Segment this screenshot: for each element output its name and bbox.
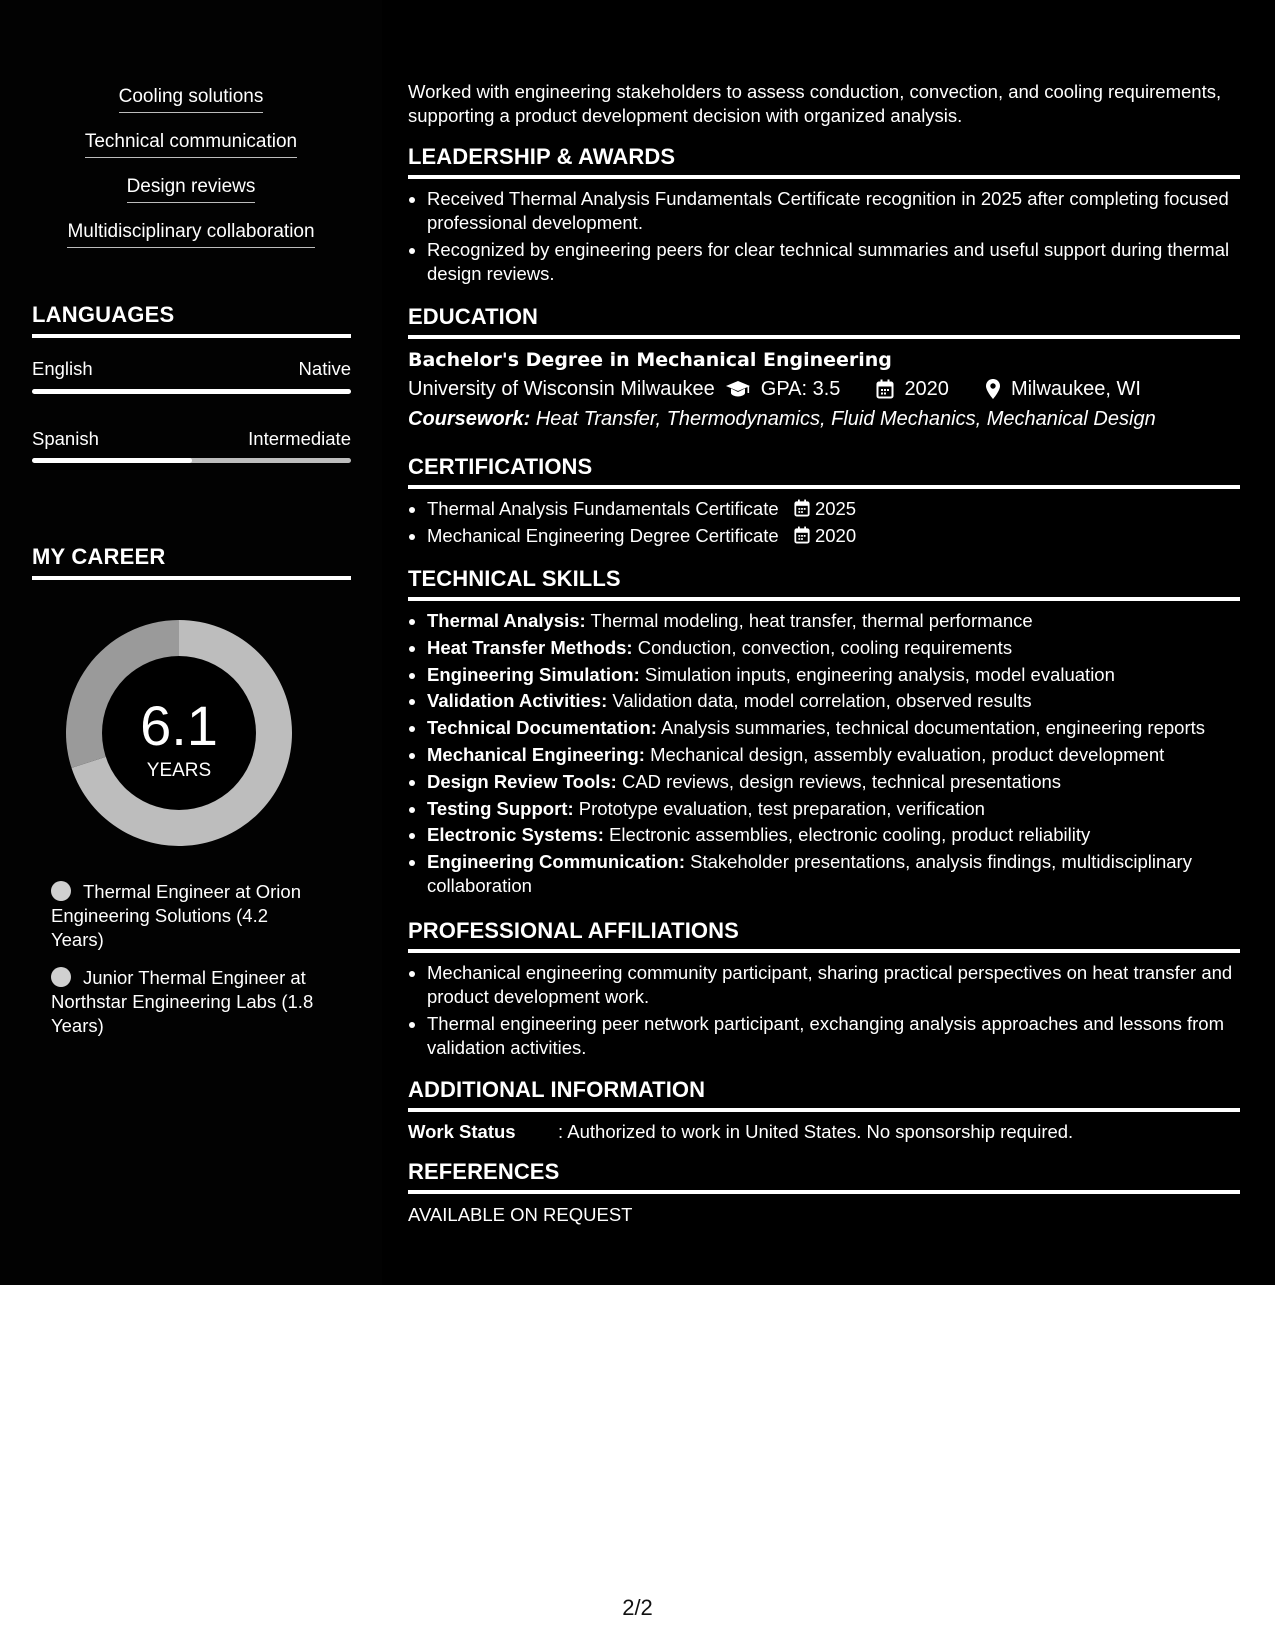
strength-label: Multidisciplinary collaboration (67, 221, 314, 248)
career-heading: MY CAREER (32, 544, 351, 580)
skill-item (427, 716, 1240, 740)
language-bar (32, 389, 351, 394)
strength-label: Cooling solutions (119, 86, 264, 113)
career-item-text: Junior Thermal Engineer at Northstar Engineering Labs (1.8 Years) (51, 967, 314, 1036)
skill-label: Technical Documentation: (427, 717, 657, 739)
skill-label: Electronic Systems: (427, 824, 604, 846)
skill-text: Conduction, convection, cooling requirements (637, 636, 1013, 658)
certification-name: Thermal Analysis Fundamentals Certificate (427, 498, 779, 519)
skill-text: Validation data, model correlation, observed results (612, 690, 1032, 712)
coursework-label: Coursework: (408, 408, 531, 430)
career-item (51, 880, 321, 952)
skill-label: Testing Support: (427, 797, 574, 819)
skill-item (427, 609, 1240, 633)
list-item: • Thermal engineering peer network participant, exchanging analysis approaches and lessons from validation activities. (427, 1012, 1240, 1060)
language-bar (32, 458, 351, 463)
affiliations-list (408, 961, 1240, 1060)
skill-item (427, 689, 1240, 713)
skill-item (427, 850, 1240, 898)
education-section (408, 304, 1240, 434)
skill-text: Thermal modeling, heat transfer, thermal performance (590, 610, 1033, 631)
language-level: Native (298, 358, 351, 379)
certification-item (427, 497, 1240, 521)
certifications-section (408, 454, 1240, 551)
affiliations-section (408, 918, 1240, 1063)
skill-label: Validation Activities: (427, 690, 608, 712)
additional-info-heading: ADDITIONAL INFORMATION (408, 1077, 1240, 1112)
skills-list (408, 609, 1240, 898)
strength-item (0, 176, 382, 203)
language-bar-fill (32, 389, 351, 394)
strength-label: Technical communication (85, 131, 297, 158)
career-dot (51, 967, 71, 987)
skill-label: Mechanical Engineering: (427, 743, 645, 765)
certification-year: 2020 (814, 525, 857, 546)
skill-label: Heat Transfer Methods: (427, 636, 633, 658)
gpa: GPA: 3.5 (760, 378, 841, 400)
certification-name: Mechanical Engineering Degree Certificate (427, 525, 779, 546)
summary-text: Worked with engineering stakeholders to assess conduction, convection, and cooling requirements, supporting a product development decision with organized analysis. (408, 81, 1222, 126)
career-donut-chart (66, 620, 292, 846)
skill-text: Prototype evaluation, test preparation, verification (578, 797, 985, 819)
career-years-unit: YEARS (146, 760, 212, 781)
skill-item (427, 663, 1240, 687)
work-status-label: Work Status (408, 1121, 516, 1142)
calendar-icon (876, 379, 894, 399)
calendar-icon (794, 499, 810, 517)
coursework (408, 404, 1240, 434)
work-status-row (408, 1120, 1240, 1144)
calendar-icon (794, 526, 810, 544)
language-name: English (32, 358, 93, 379)
skill-item (427, 743, 1240, 767)
work-status-value: : Authorized to work in United States. No sponsorship required. (558, 1121, 1074, 1142)
list-item: • Mechanical engineering community participant, sharing practical perspectives on heat transfer and product development work. (427, 961, 1240, 1009)
skill-text: Mechanical design, assembly evaluation, product development (650, 743, 1165, 765)
career-dot (51, 881, 71, 901)
graduation-cap-icon (725, 379, 751, 399)
strength-label: Design reviews (127, 176, 256, 203)
skill-text: Simulation inputs, engineering analysis, model evaluation (644, 663, 1115, 685)
school-name: University of Wisconsin Milwaukee (408, 378, 715, 400)
education-heading: EDUCATION (408, 304, 1240, 339)
degree-title: Bachelor's Degree in Mechanical Engineering (408, 349, 892, 371)
skill-text: Electronic assemblies, electronic cooling, product reliability (609, 824, 1091, 846)
skills-heading: TECHNICAL SKILLS (408, 566, 1240, 601)
career-years-value: 6.1 (140, 694, 218, 757)
language-level: Intermediate (248, 428, 351, 449)
affiliations-heading: PROFESSIONAL AFFILIATIONS (408, 918, 1240, 953)
coursework-list: Heat Transfer, Thermodynamics, Fluid Mechanics, Mechanical Design (535, 408, 1156, 430)
leadership-heading: LEADERSHIP & AWARDS (408, 144, 1240, 179)
languages-heading: LANGUAGES (32, 302, 351, 338)
skill-text: Analysis summaries, technical documentation, engineering reports (661, 717, 1206, 739)
skill-label: Engineering Communication: (427, 851, 685, 873)
certification-year: 2025 (814, 498, 857, 519)
leadership-list (408, 187, 1240, 286)
strength-item (0, 131, 382, 158)
certifications-list (408, 497, 1240, 548)
education-details (408, 374, 1240, 404)
list-item: • Received Thermal Analysis Fundamentals Certificate recognition in 2025 after completing focused professional development. (427, 187, 1240, 235)
skill-text: CAD reviews, design reviews, technical presentations (621, 770, 1062, 792)
skill-item (427, 797, 1240, 821)
strength-item (0, 86, 382, 113)
certification-item (427, 524, 1240, 548)
language-row (32, 358, 351, 380)
list-item: • Recognized by engineering peers for clear technical summaries and useful support during thermal design reviews. (427, 238, 1240, 286)
career-item (51, 966, 321, 1038)
references-section (408, 1159, 1240, 1227)
skill-label: Thermal Analysis: (427, 610, 586, 631)
skill-item (427, 770, 1240, 794)
career-item-text: Thermal Engineer at Orion Engineering Solutions (4.2 Years) (51, 881, 301, 950)
language-bar-fill (32, 458, 192, 463)
page-number: 2/2 (622, 1595, 653, 1620)
strength-item (0, 221, 382, 248)
additional-info-section (408, 1077, 1240, 1144)
skill-item (427, 636, 1240, 660)
school-location: Milwaukee, WI (1010, 378, 1141, 400)
skill-item (427, 823, 1240, 847)
language-row (32, 428, 351, 450)
skill-text: Stakeholder presentations, analysis findings, multidisciplinary collaboration (427, 851, 1192, 897)
location-pin-icon (985, 378, 1001, 400)
language-name: Spanish (32, 428, 99, 449)
skill-label: Engineering Simulation: (427, 663, 640, 685)
references-heading: REFERENCES (408, 1159, 1240, 1194)
skill-label: Design Review Tools: (427, 770, 617, 792)
certifications-heading: CERTIFICATIONS (408, 454, 1240, 489)
leadership-section (408, 144, 1240, 289)
graduation-year: 2020 (904, 378, 949, 400)
skills-section (408, 566, 1240, 901)
sidebar (0, 0, 382, 1285)
references-text: AVAILABLE ON REQUEST (408, 1204, 633, 1225)
